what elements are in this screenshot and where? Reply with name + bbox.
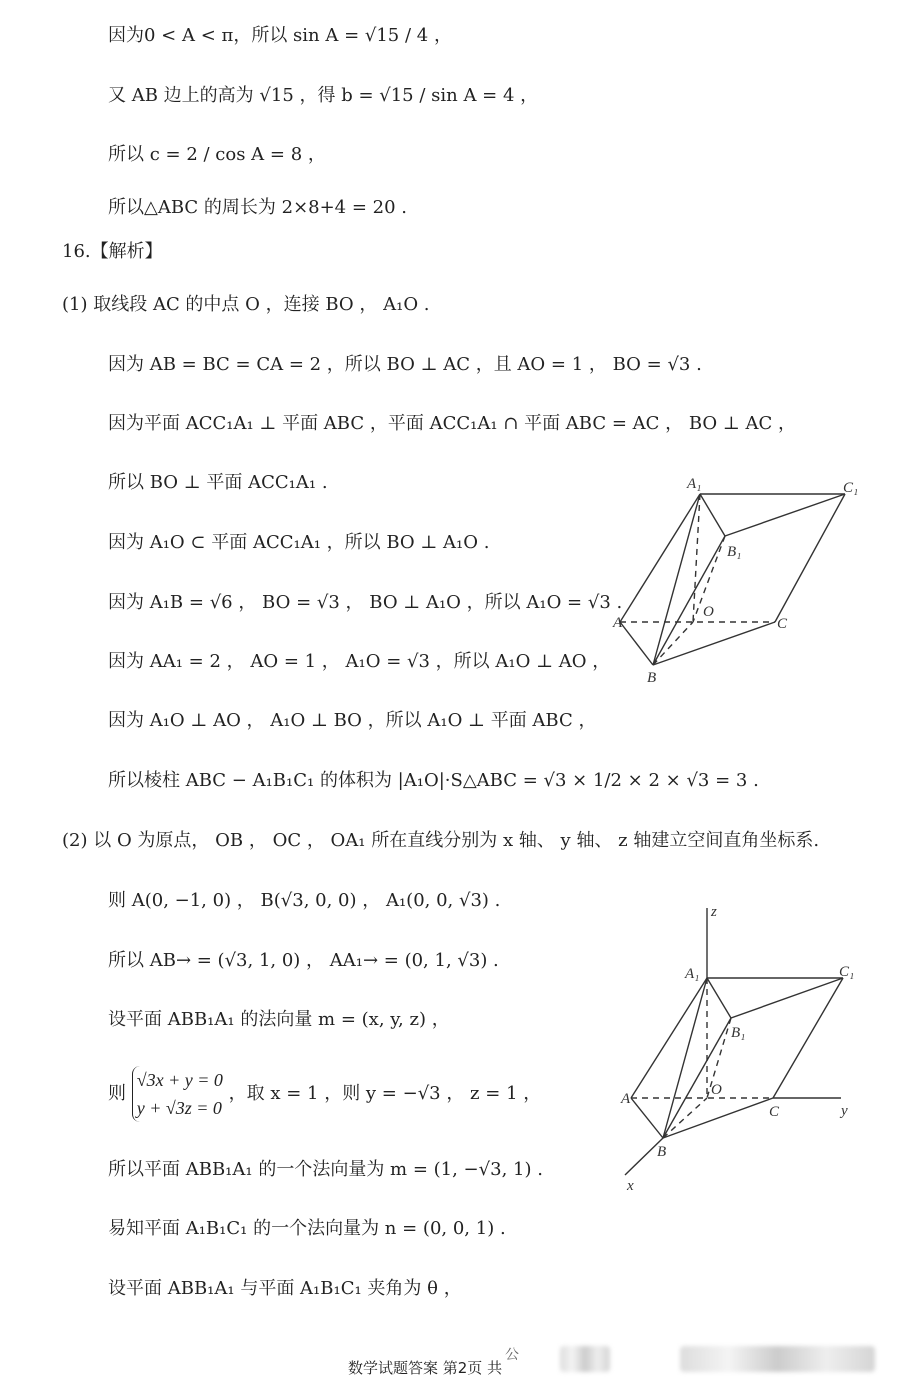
label-A1: A₁ bbox=[685, 966, 700, 982]
text-line-3: 所以 c = 2 / cos A = 8 ， bbox=[108, 144, 326, 165]
label-A: A bbox=[621, 1091, 631, 1107]
label-B1: B₁ bbox=[727, 544, 742, 560]
label-O: O bbox=[711, 1082, 722, 1098]
text-line-11: 因为 A₁B = √6 ， BO = √3 ， BO ⊥ A₁O ，所以 A₁O = √3 . bbox=[108, 592, 623, 613]
blurred-watermark-1 bbox=[560, 1346, 610, 1372]
text-line-12: 因为 AA₁ = 2 ， AO = 1 ， A₁O = √3 ，所以 A₁O ⊥ AO ， bbox=[108, 651, 611, 672]
vectors-line: 所以 AB→ = (√3, 1, 0) ， AA₁→ = (0, 1, √3) . bbox=[108, 950, 499, 971]
axis-x-label: x bbox=[627, 1178, 634, 1194]
part-1-intro: (1) 取线段 AC 的中点 O ，连接 BO ， A₁O . bbox=[62, 294, 430, 315]
system-suffix: ，取 x = 1 ，则 y = −√3 ， z = 1 ， bbox=[228, 1083, 542, 1104]
label-B: B bbox=[657, 1144, 667, 1160]
system-line bbox=[108, 1066, 541, 1122]
label-B1: B₁ bbox=[731, 1025, 746, 1041]
prism-figure-1 bbox=[605, 470, 875, 690]
axis-y-label: y bbox=[841, 1103, 848, 1119]
label-C: C bbox=[777, 616, 788, 632]
label-C: C bbox=[769, 1104, 780, 1120]
system-eq-2: y + √3z = 0 bbox=[136, 1098, 222, 1118]
text-line-8: 因为平面 ACC₁A₁ ⊥ 平面 ABC ，平面 ACC₁A₁ ∩ 平面 ABC = AC ， BO ⊥ AC ， bbox=[108, 413, 797, 434]
coords-line: 则 A(0, −1, 0) ， B(√3, 0, 0) ， A₁(0, 0, √3) . bbox=[108, 890, 501, 911]
volume-line: 所以棱柱 ABC − A₁B₁C₁ 的体积为 |A₁O|·S△ABC = √3 × 1/2 × 2 × √3 = 3 . bbox=[108, 770, 759, 791]
part-2-intro: (2) 以 O 为原点， OB ， OC ， OA₁ 所在直线分别为 x 轴、 y 轴、 z 轴建立空间直角坐标系. bbox=[62, 830, 820, 851]
text-line-4: 所以△ABC 的周长为 2×8+4 = 20 . bbox=[108, 197, 408, 218]
problem-16-heading: 16.【解析】 bbox=[62, 241, 163, 262]
text-line-1: 因为0 < A < π，所以 sin A = √15 / 4 ， bbox=[108, 25, 452, 46]
equation-system bbox=[132, 1066, 223, 1122]
text-line-2: 又 AB 边上的高为 √15 ，得 b = √15 / sin A = 4 ， bbox=[108, 85, 539, 106]
text-line-10: 因为 A₁O ⊂ 平面 ACC₁A₁ ，所以 BO ⊥ A₁O . bbox=[108, 532, 490, 553]
system-eq-1: √3x + y = 0 bbox=[136, 1070, 223, 1090]
angle-setup: 设平面 ABB₁A₁ 与平面 A₁B₁C₁ 夹角为 θ ， bbox=[108, 1278, 462, 1299]
prism-figure-2 bbox=[615, 900, 885, 1195]
axis-z-label: z bbox=[711, 904, 717, 920]
normal-m-result: 所以平面 ABB₁A₁ 的一个法向量为 m = (1, −√3, 1) . bbox=[108, 1159, 543, 1180]
blurred-watermark-2 bbox=[680, 1346, 875, 1372]
normal-vector-setup: 设平面 ABB₁A₁ 的法向量 m = (x, y, z) ， bbox=[108, 1009, 450, 1030]
system-prefix: 则 bbox=[108, 1083, 126, 1104]
label-A: A bbox=[613, 615, 623, 631]
label-O: O bbox=[703, 604, 714, 620]
page-footer: 数学试题答案 第2页 共 bbox=[348, 1359, 503, 1377]
watermark-text: 公 bbox=[505, 1347, 519, 1363]
text-line-9: 所以 BO ⊥ 平面 ACC₁A₁ . bbox=[108, 472, 328, 493]
label-C1: C₁ bbox=[839, 964, 855, 980]
label-B: B bbox=[647, 670, 657, 686]
normal-n-result: 易知平面 A₁B₁C₁ 的一个法向量为 n = (0, 0, 1) . bbox=[108, 1218, 506, 1239]
label-C1: C₁ bbox=[843, 480, 859, 496]
text-line-7: 因为 AB = BC = CA = 2 ，所以 BO ⊥ AC ，且 AO = 1 ， BO = √3 . bbox=[108, 354, 702, 375]
text-line-13: 因为 A₁O ⊥ AO ， A₁O ⊥ BO ，所以 A₁O ⊥ 平面 ABC ， bbox=[108, 710, 597, 731]
label-A1: A₁ bbox=[687, 476, 702, 492]
